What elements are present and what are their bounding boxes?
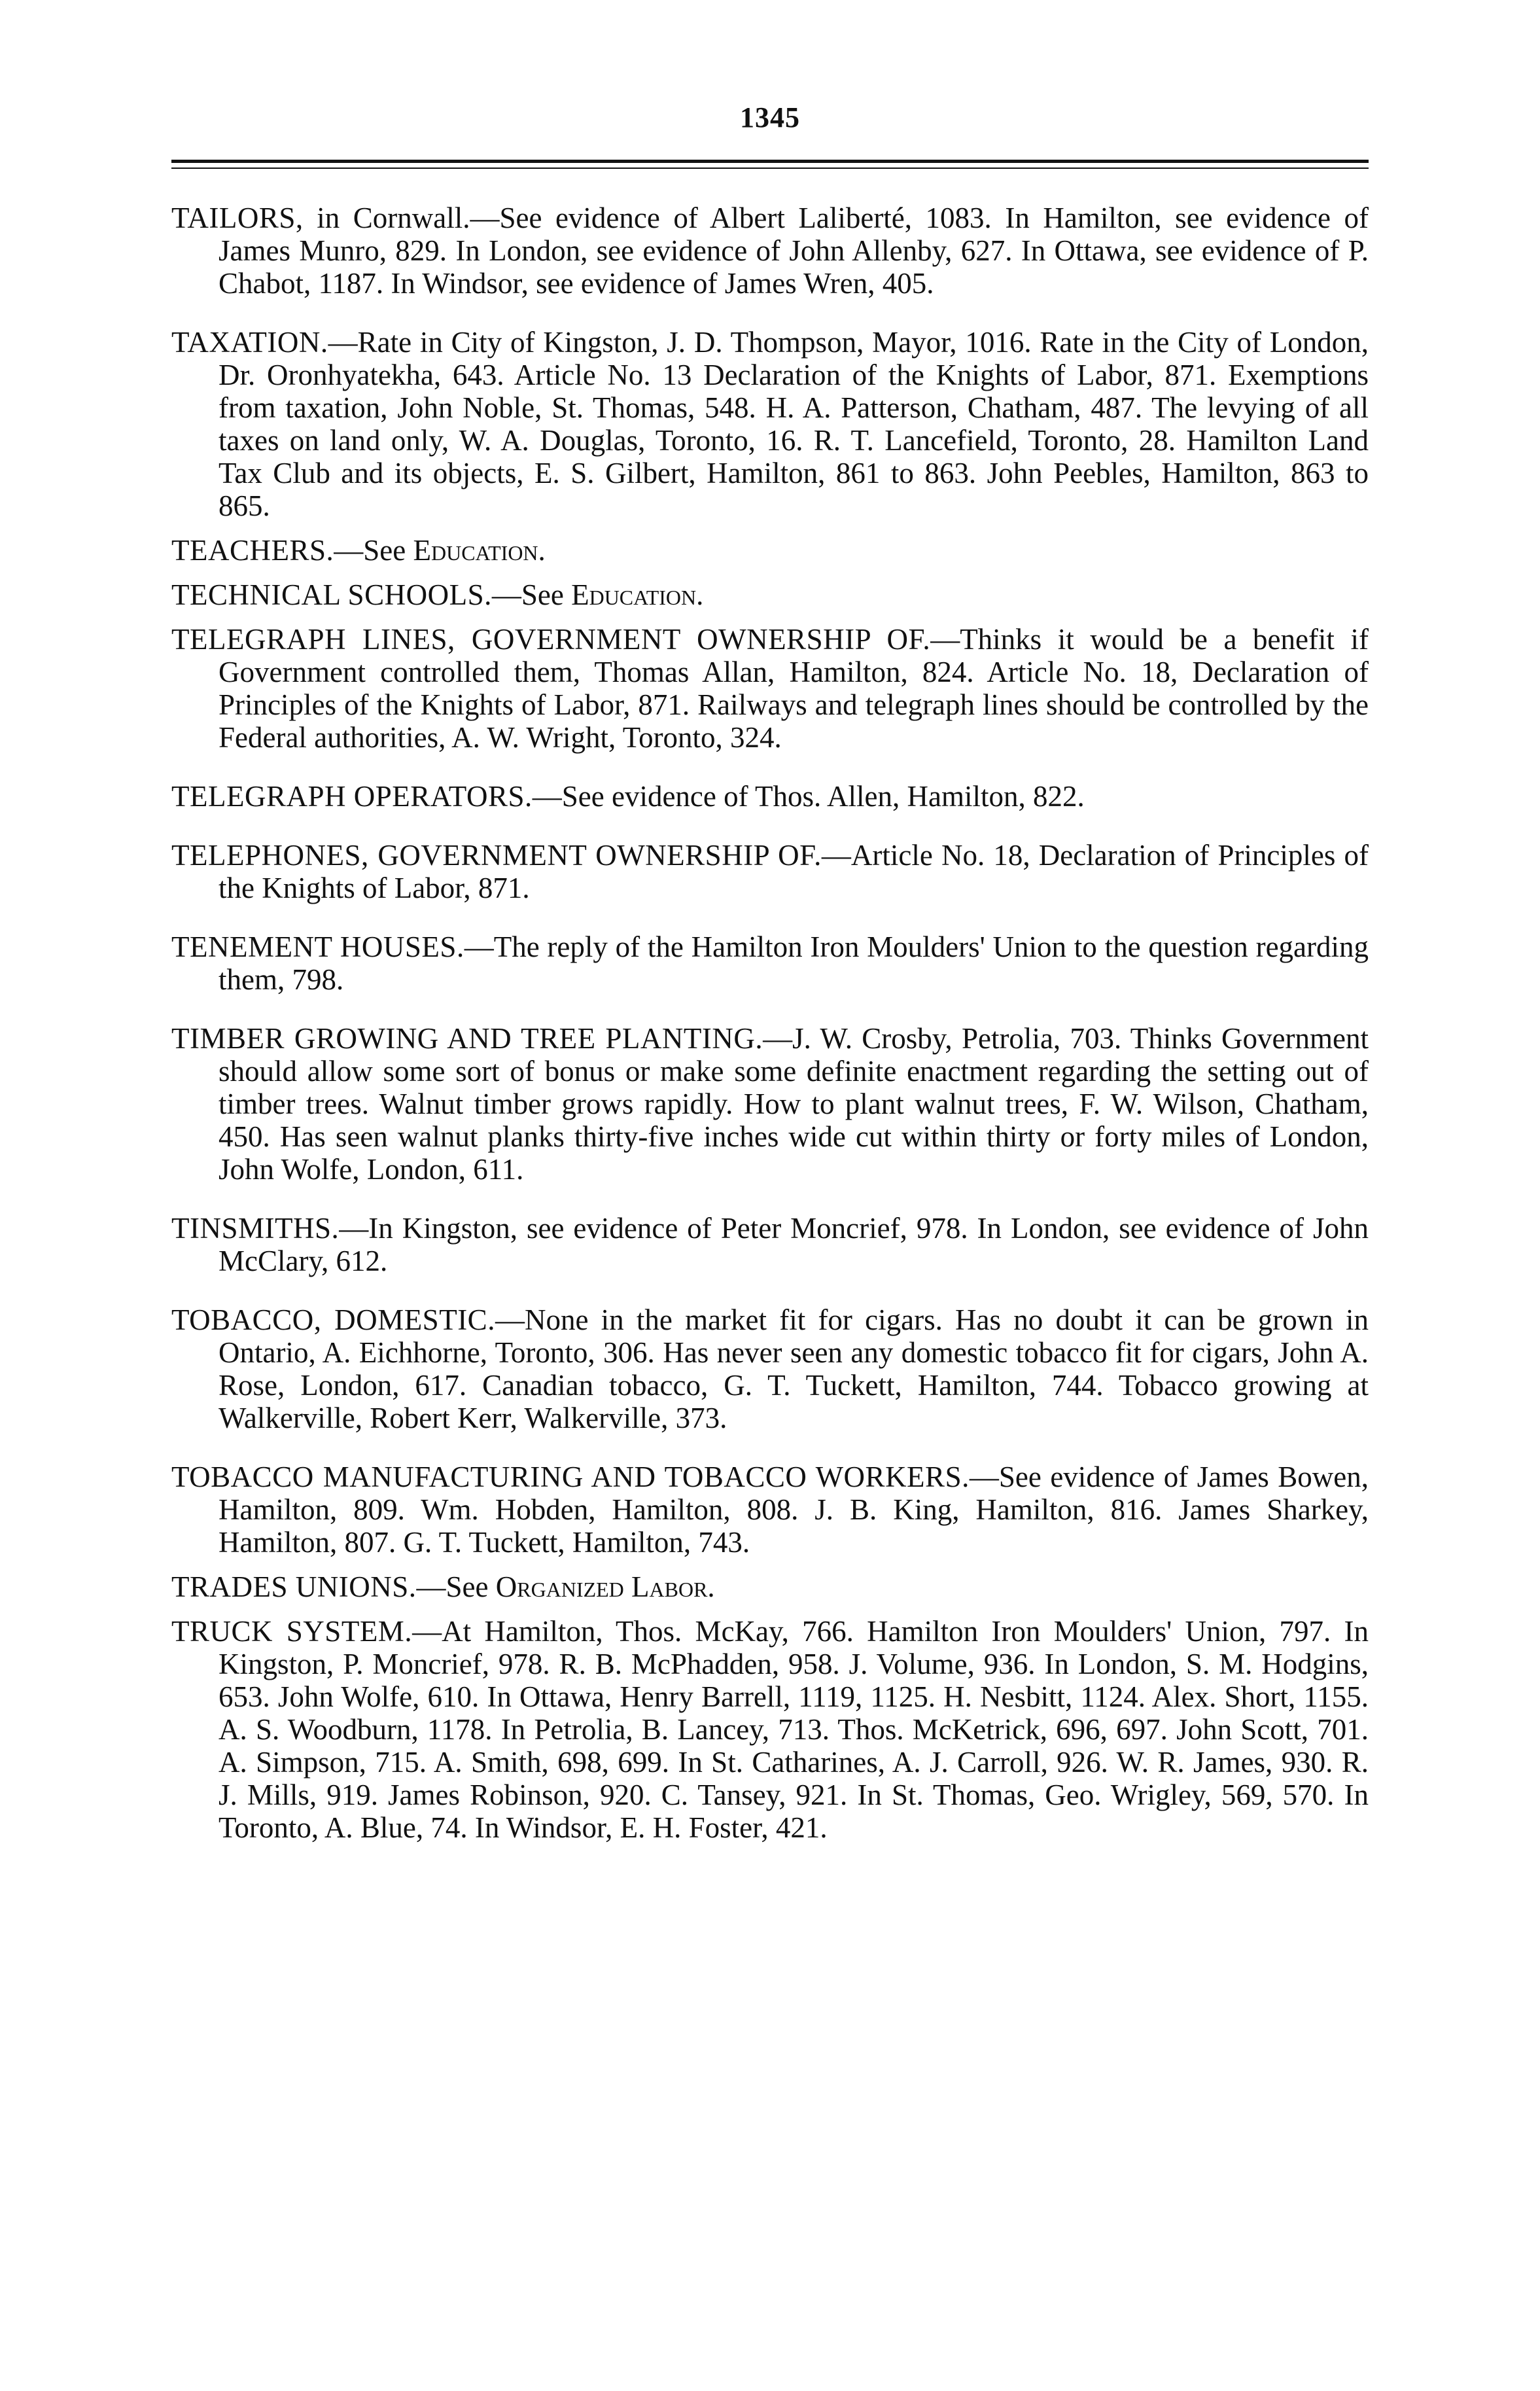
entry-text: in Cornwall.—See evidence of Albert Laliberté, 1083. In Hamilton, see evidence of James Munro, 829. In London, see evidence of John Allenby, 627. In Ottawa, see evidence of P. Chabot, 1187. In Windsor, see evidence of James Wren, 405. (219, 202, 1369, 300)
entry-heading: TELEGRAPH LINES, GOVERNMENT OWNERSHIP OF. (171, 623, 931, 656)
index-entry-trades-unions (171, 1570, 1369, 1603)
entry-heading: TENEMENT HOUSES. (171, 930, 464, 963)
entry-text: —See evidence of Thos. Allen, Hamilton, 822. (532, 780, 1085, 813)
entry-text: —Rate in City of Kingston, J. D. Thompson, Mayor, 1016. Rate in the City of London, Dr. Oronhyatekha, 643. Article No. 13 Declaration of the Knights of Labor, 871. Exemptions from taxation, John Noble, St. Thomas, 548. H. A. Patterson, Chatham, 487. The levying of all taxes on land only, W. A. Douglas, Toronto, 16. R. T. Lancefield, Toronto, 28. Hamilton Land Tax Club and its objects, E. S. Gilbert, Hamilton, 861 to 863. John Peebles, Hamilton, 863 to 865. (219, 326, 1369, 522)
index-entry-timber-growing (171, 1022, 1369, 1186)
index-page (171, 98, 1369, 1870)
entry-heading: TOBACCO, DOMESTIC. (171, 1303, 495, 1336)
entry-text: —In Kingston, see evidence of Peter Moncrief, 978. In London, see evidence of John McClary, 612. (219, 1212, 1369, 1277)
header-rule-thin (171, 168, 1369, 169)
entry-heading: TAILORS, (171, 202, 304, 234)
cross-reference: Organized Labor. (495, 1570, 715, 1603)
entry-heading: TELEPHONES, GOVERNMENT OWNERSHIP OF. (171, 839, 822, 872)
entry-text: —See (491, 578, 572, 611)
index-entry-telegraph-lines (171, 623, 1369, 754)
entry-text: —See evidence of James Bowen, Hamilton, 809. Wm. Hobden, Hamilton, 808. J. B. King, Hamilton, 816. James Sharkey, Hamilton, 807. G. T. Tuckett, Hamilton, 743. (219, 1461, 1369, 1559)
entry-heading: TAXATION. (171, 326, 328, 359)
entry-heading: TRUCK SYSTEM. (171, 1615, 413, 1648)
header-rule-thick (171, 160, 1369, 163)
index-entries (171, 202, 1369, 1844)
index-entry-truck-system (171, 1615, 1369, 1844)
entry-heading: TEACHERS. (171, 534, 334, 567)
index-entry-tobacco-manufacturing (171, 1461, 1369, 1559)
index-entry-tenement-houses (171, 930, 1369, 996)
entry-text: —At Hamilton, Thos. McKay, 766. Hamilton Iron Moulders' Union, 797. In Kingston, P. Moncrief, 978. R. B. McPhadden, 958. J. Volume, 936. In London, S. M. Hodgins, 653. John Wolfe, 610. In Ottawa, Henry Barrell, 1119, 1125. H. Nesbitt, 1124. Alex. Short, 1155. A. S. Woodburn, 1178. In Petrolia, B. Lancey, 713. Thos. McKetrick, 696, 697. John Scott, 701. A. Simpson, 715. A. Smith, 698, 699. In St. Catharines, A. J. Carroll, 926. W. R. James, 930. R. J. Mills, 919. James Robinson, 920. C. Tansey, 921. In St. Thomas, Geo. Wrigley, 569, 570. In Toronto, A. Blue, 74. In Windsor, E. H. Foster, 421. (219, 1615, 1369, 1844)
index-entry-tailors (171, 202, 1369, 300)
index-entry-tinsmiths (171, 1212, 1369, 1277)
index-entry-taxation (171, 326, 1369, 522)
page-number: 1345 (740, 101, 800, 133)
entry-heading: TINSMITHS. (171, 1212, 340, 1245)
index-entry-technical-schools (171, 578, 1369, 611)
index-entry-tobacco-domestic (171, 1303, 1369, 1434)
entry-heading: TOBACCO MANUFACTURING AND TOBACCO WORKERS. (171, 1461, 970, 1493)
entry-text: —Thinks it would be a benefit if Government controlled them, Thomas Allan, Hamilton, 824. Article No. 18, Declaration of Principles of the Knights of Labor, 871. Railways and telegraph lines should be controlled by the Federal authorities, A. W. Wright, Toronto, 324. (219, 623, 1369, 754)
entry-heading: TIMBER GROWING AND TREE PLANTING. (171, 1022, 763, 1055)
entry-heading: TECHNICAL SCHOOLS. (171, 578, 492, 611)
entry-text: —See (334, 534, 413, 567)
index-entry-teachers (171, 534, 1369, 567)
entry-text: —None in the market fit for cigars. Has no doubt it can be grown in Ontario, A. Eichhorne, Toronto, 306. Has never seen any domestic tobacco fit for cigars, John A. Rose, London, 617. Canadian tobacco, G. T. Tuckett, Hamilton, 744. Tobacco growing at Walkerville, Robert Kerr, Walkerville, 373. (219, 1303, 1369, 1434)
entry-text: —See (416, 1570, 496, 1603)
entry-heading: TELEGRAPH OPERATORS. (171, 780, 533, 813)
cross-reference: Education. (413, 534, 546, 567)
cross-reference: Education. (571, 578, 704, 611)
entry-text: —The reply of the Hamilton Iron Moulders' Union to the question regarding them, 798. (219, 930, 1369, 996)
entry-text: —J. W. Crosby, Petrolia, 703. Thinks Government should allow some sort of bonus or make some definite enactment regarding the setting out of timber trees. Walnut timber grows rapidly. How to plant walnut trees, F. W. Wilson, Chatham, 450. Has seen walnut planks thirty-five inches wide cut within thirty or forty miles of London, John Wolfe, London, 611. (219, 1022, 1369, 1186)
entry-heading: TRADES UNIONS. (171, 1570, 417, 1603)
index-entry-telegraph-operators (171, 780, 1369, 813)
index-entry-telephones (171, 839, 1369, 904)
entry-text: —Article No. 18, Declaration of Principles of the Knights of Labor, 871. (219, 839, 1369, 904)
